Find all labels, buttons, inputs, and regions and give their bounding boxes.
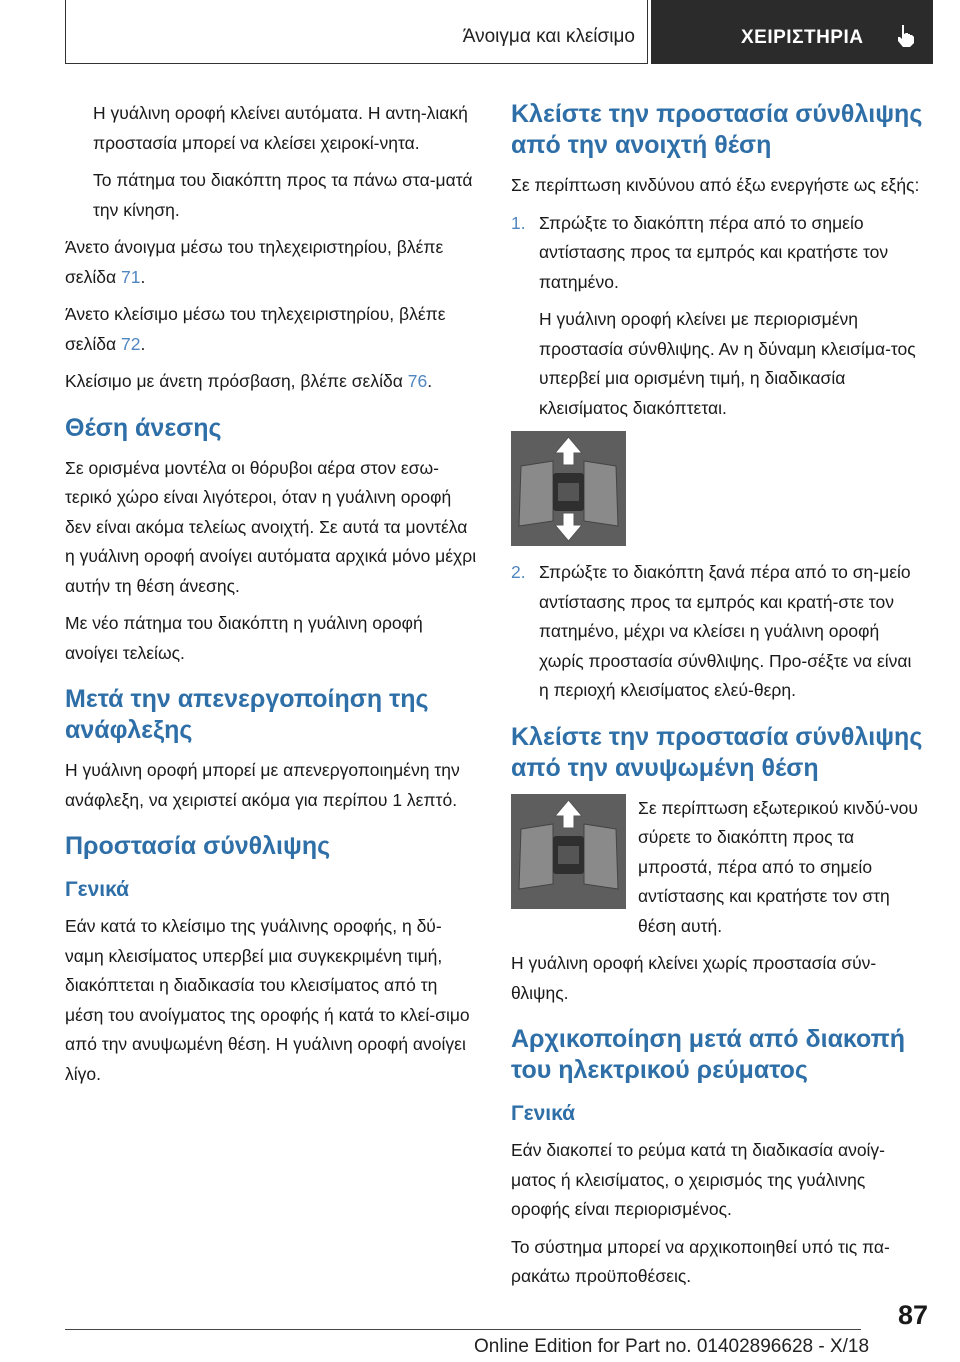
comfort-paragraph-1: Σε ορισμένα μοντέλα οι θόρυβοι αέρα στον εσω-τερικό χώρο είναι λιγότεροι, όταν η γυάλινη οροφή δεν είναι ακόμα τελείως ανοιχτή. Σε αυτά τα μοντέλα η γυάλινη οροφή ανοίγει αυτόματα αρχικά μόνο μέχρι αυτήν τη θέση άνεσης.: [65, 457, 477, 596]
reference-comfort-close: Άνετο κλείσιμο μέσω του τηλεχειριστηρίου, βλέπε σελίδα 72.: [65, 304, 446, 354]
ignition-paragraph: Η γυάλινη οροφή μπορεί με απενεργοποιημένη την ανάφλεξη, να χειριστεί ακόμα για περίπου 1 λεπτό.: [65, 760, 460, 810]
header-tab: [651, 0, 933, 64]
comfort-paragraph-2: Με νέο πάτημα του διακόπτη η γυάλινη οροφή ανοίγει τελείως.: [65, 613, 423, 663]
heading-pinch-protection: Προστασία σύνθλιψης: [65, 832, 331, 860]
step-number: 1.: [511, 212, 526, 233]
raised-paragraph-2: Η γυάλινη οροφή κλείνει χωρίς προστασία σύν-θλιψης.: [511, 953, 877, 1003]
danger-paragraph: Σε περίπτωση κινδύνου από έξω ενεργήστε ως εξής:: [511, 175, 920, 195]
step-1: [511, 209, 925, 298]
reference-text: Άνετο κλείσιμο μέσω του τηλεχειριστηρίου, βλέπε σελίδα: [65, 304, 446, 354]
heading-comfort-position: Θέση άνεσης: [65, 413, 222, 442]
heading-init-after-power-loss: Αρχικοποίηση μετά από διακοπή του ηλεκτρικού ρεύματος: [511, 1025, 906, 1084]
reference-comfort-open: Άνετο άνοιγμα μέσω του τηλεχειριστηρίου, βλέπε σελίδα 71.: [65, 237, 444, 287]
step-number: 2.: [511, 562, 526, 582]
hand-pointer-icon: [893, 22, 919, 53]
footer-edition: Online Edition for Part no. 01402896628 - X/18: [474, 1336, 870, 1357]
raised-block: [511, 794, 925, 942]
roof-switch-image-2: [511, 794, 626, 909]
page-number: 87: [897, 1300, 928, 1330]
header-tab-label: ΧΕΙΡΙΣΤΗΡΙΑ: [741, 27, 864, 48]
header-section-box: [65, 0, 648, 64]
reference-text: Άνετο άνοιγμα μέσω του τηλεχειριστηρίου, βλέπε σελίδα: [65, 237, 444, 287]
left-column: [65, 99, 478, 1097]
step-1-note: Η γυάλινη οροφή κλείνει με περιορισμένη προστασία σύνθλιψης. Αν η δύναμη κλεισίμα-τος υπερβεί μια ορισμένη τιμή, η διαδικασία κλεισίματος διακόπτεται.: [539, 309, 916, 418]
init-paragraph-2: Το σύστημα μπορεί να αρχικοποιηθεί υπό τις πα-ρακάτω προϋποθέσεις.: [511, 1236, 890, 1286]
page-link-71[interactable]: 71: [120, 266, 141, 287]
step-2: [511, 558, 925, 706]
reference-text: Κλείσιμο με άνετη πρόσβαση, βλέπε σελίδα: [65, 371, 403, 391]
page-link-72[interactable]: 72: [120, 333, 141, 354]
heading-after-ignition-off: Μετά την απενεργοποίηση της ανάφλεξης: [65, 685, 429, 744]
intro-paragraph-1: Η γυάλινη οροφή κλείνει αυτόματα. Η αντη-λιακή προστασία μπορεί να κλείσει χειροκί-νητα.: [93, 103, 468, 153]
step-text: Σπρώξτε το διακόπτη ξανά πέρα από το ση-μείο αντίστασης προς τα εμπρός και κρατή-στε τον πατημένο, μέχρι να κλείσει η γυάλινη οροφή χωρίς προστασία σύνθλιψης. Προ-σέξτε να είναι η περιοχή κλεισίματος ελεύ-θερη.: [539, 562, 912, 700]
right-column: [511, 99, 925, 1300]
step-text: Σπρώξτε το διακόπτη πέρα από το σημείο αντίστασης προς τα εμπρός και κρατήστε τον πατημένο.: [539, 212, 889, 292]
heading-close-from-open: Κλείστε την προστασία σύνθλιψης από την ανοιχτή θέση: [511, 100, 923, 159]
footer-divider: [65, 1329, 861, 1330]
general-paragraph: Εάν κατά το κλείσιμο της γυάλινης οροφής, η δύ-ναμη κλεισίματος υπερβεί μια συγκεκριμένη τιμή, διακόπτεται η διαδικασία του κλεισίματος από τη μέση του ανοίγματος της οροφής ή κατά το κλεί-σιμο από την ανυψωμένη θέση. Η γυάλινη οροφή ανοίγει λίγο.: [65, 916, 470, 1084]
reference-comfort-access: Κλείσιμο με άνετη πρόσβαση, βλέπε σελίδα 76.: [65, 371, 433, 391]
heading-close-from-raised: Κλείστε την προστασία σύνθλιψης από την ανυψωμένη θέση: [511, 722, 923, 782]
subheading-general-2: Γενικά: [511, 1102, 576, 1125]
raised-side-text: Σε περίπτωση εξωτερικού κινδύ-νου σύρετε το διακόπτη προς τα μπροστά, πέρα από το σημείο αντίστασης και κρατήστε τον στη θέση αυτή.: [638, 797, 918, 936]
intro-paragraph-2: Το πάτημα του διακόπτη προς τα πάνω στα-ματά την κίνηση.: [93, 170, 473, 220]
init-paragraph-1: Εάν διακοπεί το ρεύμα κατά τη διαδικασία ανοίγ-ματος ή κλεισίματος, ο χειρισμός της γυάλινης οροφής είναι περιορισμένος.: [511, 1140, 886, 1219]
header-section-title: Άνοιγμα και κλείσιμο: [462, 26, 635, 47]
page-link-76[interactable]: 76: [407, 371, 428, 391]
roof-switch-image: [511, 431, 626, 546]
subheading-general: Γενικά: [65, 878, 130, 901]
